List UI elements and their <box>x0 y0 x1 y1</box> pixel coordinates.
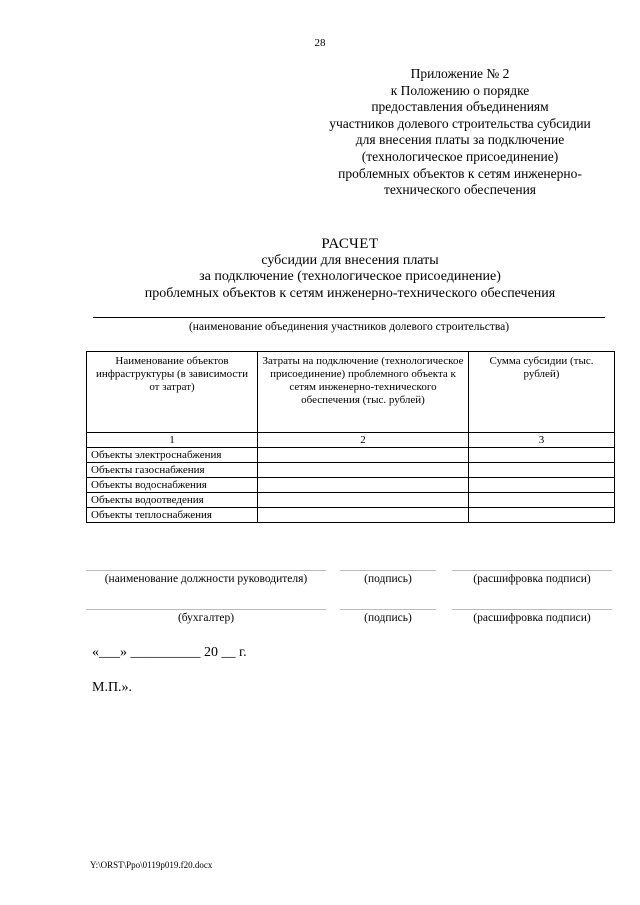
header-infrastructure: Наименование объектов инфраструктуры (в зависимости от затрат) <box>87 352 258 433</box>
title-line: за подключение (технологическое присоединение) <box>199 269 501 284</box>
table-row <box>87 478 615 493</box>
accountant-signature-line[interactable] <box>340 609 436 610</box>
subsidy-cell[interactable] <box>469 493 615 508</box>
row-label: Объекты газоснабжения <box>87 463 258 478</box>
appendix-line: к Положению о порядке <box>390 82 530 98</box>
accountant-signature-caption: (подпись) <box>364 612 412 624</box>
head-position-caption: (наименование должности руководителя) <box>104 573 308 585</box>
table-row <box>87 493 615 508</box>
organization-name-line[interactable] <box>93 317 605 318</box>
stamp-place: М.П.». <box>92 680 133 695</box>
head-signature-caption: (подпись) <box>364 573 412 585</box>
row-label: Объекты водоснабжения <box>87 478 258 493</box>
appendix-line: участников долевого строительства субсидии <box>329 115 591 131</box>
table-row <box>87 508 615 523</box>
cost-cell[interactable] <box>258 508 469 523</box>
organization-name-caption: (наименование объединения участников долевого строительства) <box>188 321 510 333</box>
subsidy-cell[interactable] <box>469 508 615 523</box>
subsidy-cell[interactable] <box>469 448 615 463</box>
accountant-decoding-caption: (расшифровка подписи) <box>473 612 591 624</box>
cost-cell[interactable] <box>258 478 469 493</box>
column-number-row <box>87 433 615 448</box>
table-row <box>87 448 615 463</box>
header-subsidy-amount: Сумма субсидии (тыс. рублей) <box>469 352 615 433</box>
appendix-line: проблемных объектов к сетям инженерно- <box>338 165 582 181</box>
head-decoding-line[interactable] <box>452 570 612 571</box>
appendix-line: для внесения платы за подключение <box>355 132 565 148</box>
appendix-line: (технологическое присоединение) <box>361 148 559 164</box>
head-signature-line[interactable] <box>340 570 436 571</box>
header-costs: Затраты на подключение (технологическое присоединение) проблемного объекта к сетям инженерно-технического обеспечения (тыс. рублей) <box>258 352 469 433</box>
cost-cell[interactable] <box>258 463 469 478</box>
table-row <box>87 463 615 478</box>
row-label: Объекты водоотведения <box>87 493 258 508</box>
row-label: Объекты теплоснабжения <box>87 508 258 523</box>
document-title <box>0 236 640 302</box>
row-label: Объекты электроснабжения <box>87 448 258 463</box>
accountant-line[interactable] <box>86 609 326 610</box>
page-number: 28 <box>314 37 326 49</box>
subsidy-cell[interactable] <box>469 478 615 493</box>
cost-cell[interactable] <box>258 493 469 508</box>
column-number: 2 <box>258 433 469 448</box>
head-position-line[interactable] <box>86 570 326 571</box>
date-line[interactable]: «___» __________ 20 __ г. <box>92 645 247 660</box>
column-number: 3 <box>469 433 615 448</box>
accountant-decoding-line[interactable] <box>452 609 612 610</box>
subsidy-table <box>86 351 615 523</box>
column-number: 1 <box>87 433 258 448</box>
title-line: проблемных объектов к сетям инженерно-технического обеспечения <box>144 285 556 301</box>
appendix-line: технического обеспечения <box>383 182 537 198</box>
footer-file-path: Y:\ORST\Ppo\0119p019.f20.docx <box>90 860 213 870</box>
title-line: субсидии для внесения платы <box>261 252 439 268</box>
accountant-caption: (бухгалтер) <box>177 612 235 624</box>
appendix-heading <box>290 66 630 199</box>
appendix-line: предоставления объединениям <box>371 99 549 115</box>
cost-cell[interactable] <box>258 448 469 463</box>
table-header-row <box>87 352 615 433</box>
appendix-line: Приложение № 2 <box>410 66 510 81</box>
subsidy-cell[interactable] <box>469 463 615 478</box>
head-decoding-caption: (расшифровка подписи) <box>473 573 591 585</box>
title-main: РАСЧЕТ <box>321 236 379 252</box>
